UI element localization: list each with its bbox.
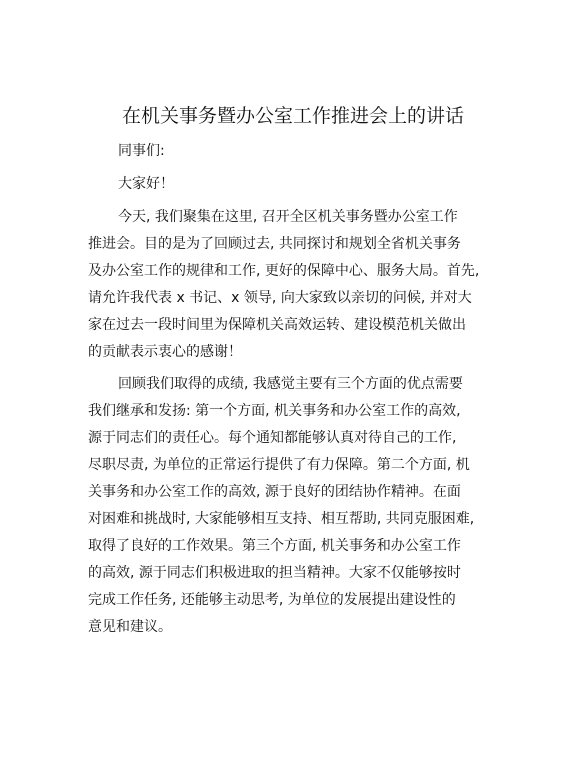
greeting: 同事们: bbox=[118, 143, 165, 159]
paragraph-1-line: 今天, 我们聚集在这里, 召开全区机关事务暨办公室工作 bbox=[118, 209, 458, 225]
paragraph-1-line: 请允许我代表 x 书记、x 领导, 向大家致以亲切的问候, 并对大 bbox=[88, 290, 472, 306]
paragraph-1-line: 及办公室工作的规律和工作, 更好的保障中心、服务大局。首先, bbox=[88, 263, 480, 279]
paragraph-2-line: 的高效, 源于同志们积极进取的担当精神。大家不仅能够按时 bbox=[88, 565, 461, 581]
paragraph-2-line: 回顾我们取得的成绩, 我感觉主要有三个方面的优点需要 bbox=[118, 376, 463, 392]
paragraph-2-line: 取得了良好的工作效果。第三个方面, 机关事务和办公室工作 bbox=[88, 538, 461, 554]
salutation: 大家好！ bbox=[118, 176, 174, 192]
paragraph-1-line: 家在过去一段时间里为保障机关高效运转、建设模范机关做出 bbox=[88, 317, 466, 333]
paragraph-2-line: 源于同志们的责任心。每个通知都能够认真对待自己的工作, bbox=[88, 430, 457, 446]
paragraph-2-line: 关事务和办公室工作的高效, 源于良好的团结协作精神。在面 bbox=[88, 484, 461, 500]
paragraph-1-line: 的贡献表示衷心的感谢！ bbox=[88, 344, 242, 360]
document-title: 在机关事务暨办公室工作推进会上的讲话 bbox=[121, 105, 464, 127]
paragraph-1-line: 推进会。目的是为了回顾过去, 共同探讨和规划全省机关事务 bbox=[88, 236, 461, 252]
paragraph-2-line: 意见和建议。 bbox=[88, 619, 172, 635]
paragraph-2-line: 完成工作任务, 还能够主动思考, 为单位的发展提出建设性的 bbox=[88, 592, 456, 608]
paragraph-2-line: 我们继承和发扬: 第一个方面, 机关事务和办公室工作的高效, bbox=[88, 403, 461, 419]
paragraph-2-line: 尽职尽责, 为单位的正常运行提供了有力保障。第二个方面, 机 bbox=[88, 457, 470, 473]
paragraph-2-line: 对困难和挑战时, 大家能够相互支持、相互帮助, 共同克服困难, bbox=[88, 511, 475, 527]
